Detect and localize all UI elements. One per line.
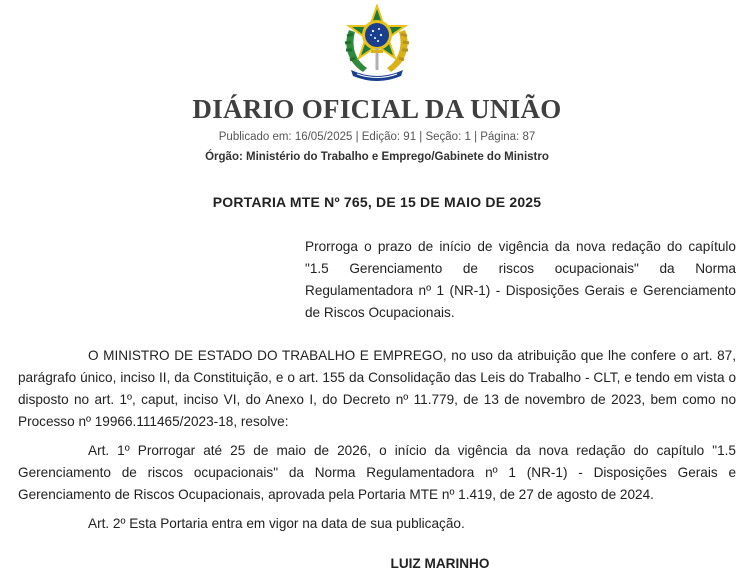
signature: LUIZ MARINHO bbox=[390, 556, 490, 571]
preamble-paragraph: O MINISTRO DE ESTADO DO TRABALHO E EMPREGO, no uso da atribuição que lhe confere o art. 87, parágrafo único, inciso II, da Constituição, e o art. 155 da Consolidação das Leis do Trabalho - CLT, e tendo em vista o disposto no art. 1º, caput, inciso VI, do Anexo I, do Decreto nº 11.779, de 13 de novembro de 2023, bem como no Processo nº 19966.111465/2023-18, resolve: bbox=[18, 348, 736, 429]
orgao-line bbox=[0, 151, 754, 163]
brazil-coat-of-arms-icon bbox=[335, 4, 419, 84]
orgao-label: Órgão: bbox=[205, 151, 243, 163]
article-2-paragraph: Art. 2º Esta Portaria entra em vigor na data de sua publicação. bbox=[88, 516, 465, 531]
document-title: PORTARIA MTE Nº 765, DE 15 DE MAIO DE 2025 bbox=[212, 194, 542, 210]
orgao-value: Ministério do Trabalho e Emprego/Gabinete do Ministro bbox=[246, 151, 549, 163]
article-1-paragraph: Art. 1º Prorrogar até 25 de maio de 2026, o início da vigência da nova redação do capítulo "1.5 Gerenciamento de riscos ocupacionais" da Norma Regulamentadora nº 1 (NR-1) - Disposições Gerais e Gerenciamento de Riscos Ocupacionais, aprovada pela Portaria MTE nº 1.419, de 27 de agosto de 2024. bbox=[18, 443, 736, 502]
masthead-title: DIÁRIO OFICIAL DA UNIÃO bbox=[192, 94, 562, 124]
ementa: Prorroga o prazo de início de vigência da nova redação do capítulo "1.5 Gerenciamento de riscos ocupacionais" da Norma Regulamentadora nº 1 (NR-1) - Disposições Gerais e Gerenciamento de Riscos Ocupacionais. bbox=[305, 239, 736, 320]
publication-info: Publicado em: 16/05/2025 | Edição: 91 | Seção: 1 | Página: 87 bbox=[218, 131, 536, 143]
